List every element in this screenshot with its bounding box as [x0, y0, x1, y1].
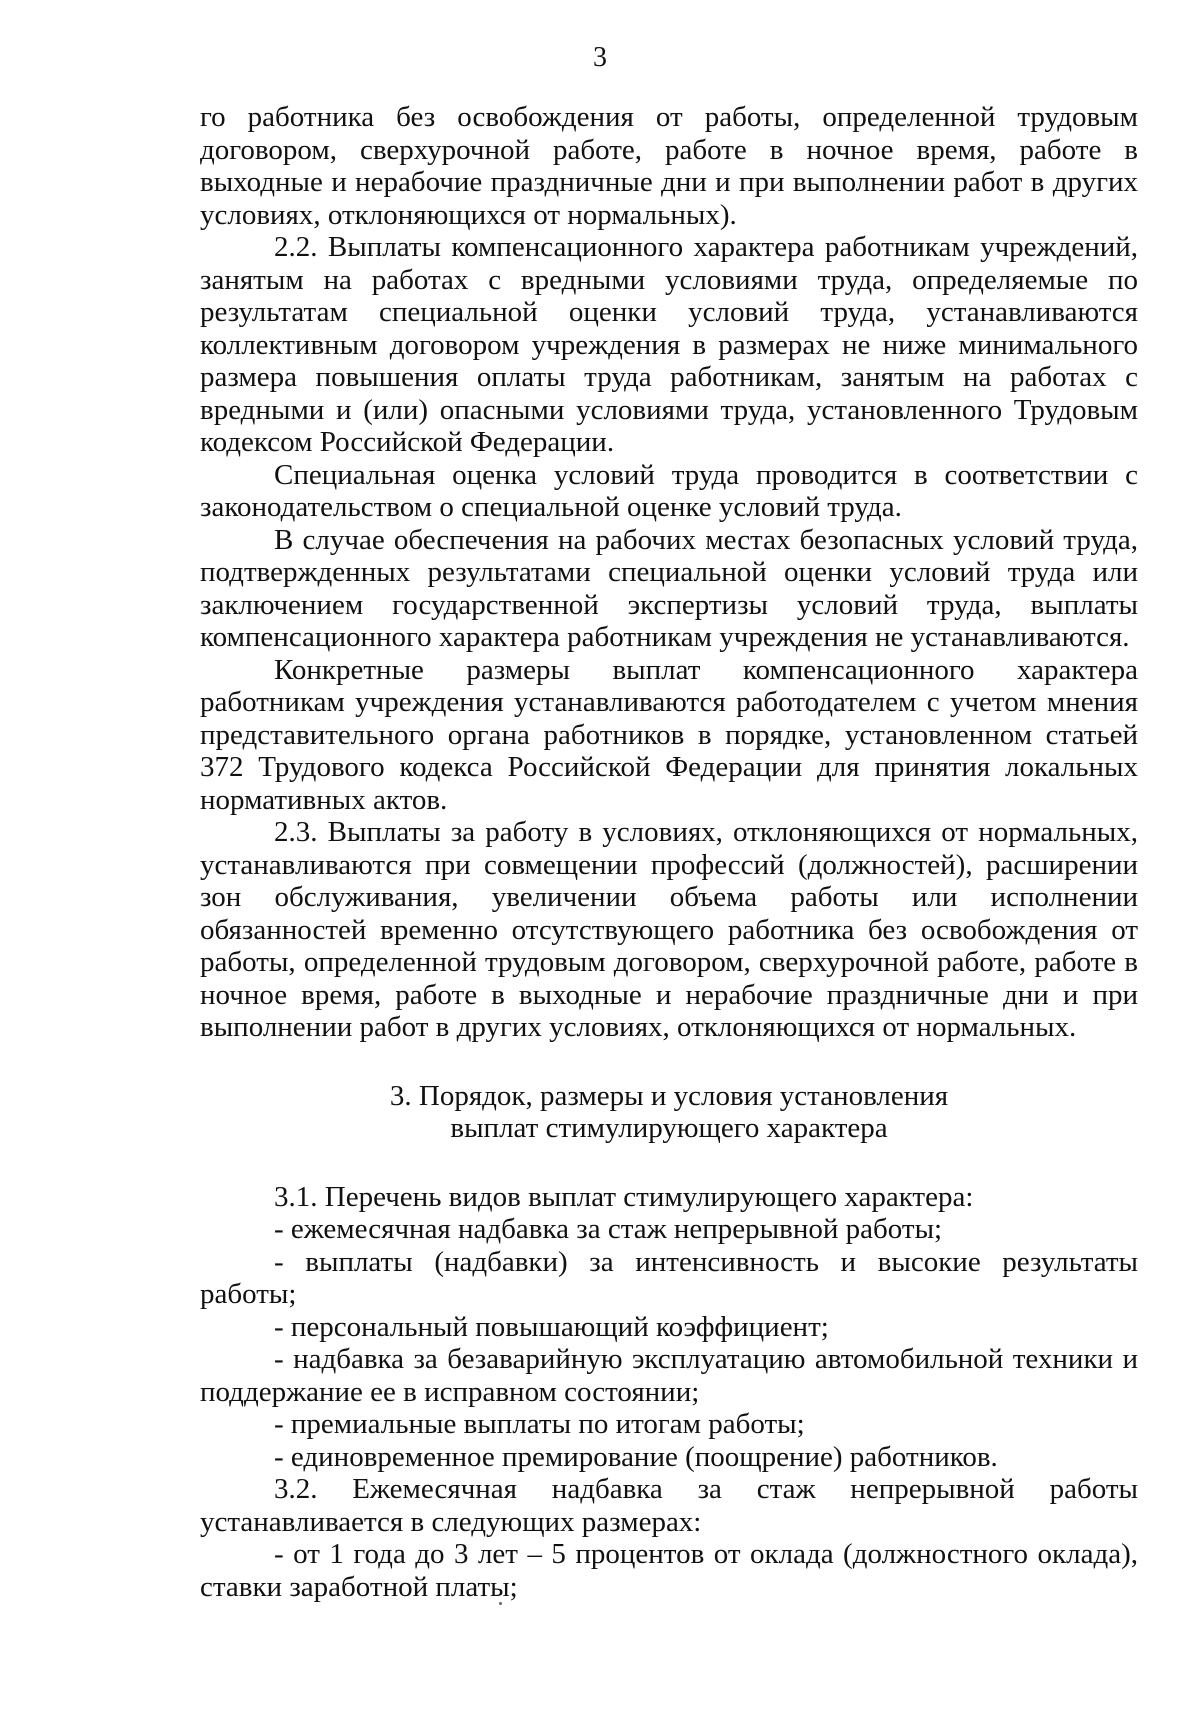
- paragraph-specific-amounts: Конкретные размеры выплат компенсационного характера работникам учреждения устанавливаются работодателем с учетом мнения представительного органа работников в порядке, установленном статьей 372 Трудового кодекса Российской Федерации для принятия локальных нормативных актов.: [200, 653, 1138, 816]
- page-number: 3: [593, 42, 607, 73]
- list-item-length-of-service: - ежемесячная надбавка за стаж непрерывной работы;: [274, 1213, 943, 1245]
- list-item-intensity-bonus: - выплаты (надбавки) за интенсивность и высокие результаты работы;: [200, 1245, 1138, 1310]
- document-body: [200, 101, 1138, 1603]
- list-item-1-to-3-years: - от 1 года до 3 лет – 5 процентов от оклада (должностного оклада), ставки заработной платы;: [200, 1538, 1138, 1603]
- paragraph-continuation: го работника без освобождения от работы, определенной трудовым договором, сверхурочной работе, работе в ночное время, работе в выходные и нерабочие праздничные дни и при выполнении работ в других условиях, отклоняющихся от нормальных).: [200, 101, 1138, 231]
- paragraph-3-2: 3.2. Ежемесячная надбавка за стаж непрерывной работы устанавливается в следующих размерах:: [200, 1473, 1138, 1538]
- paragraph-3-1: 3.1. Перечень видов выплат стимулирующего характера:: [274, 1180, 974, 1213]
- list-item-personal-coefficient: - персональный повышающий коэффициент;: [274, 1310, 829, 1343]
- scan-speck: [499, 1602, 502, 1605]
- section-heading-line-1: 3. Порядок, размеры и условия установления: [389, 1079, 949, 1112]
- paragraph-2-2: 2.2. Выплаты компенсационного характера работникам учреждений, занятым на работах с вредными условиями труда, определяемые по результатам специальной оценки условий труда, устанавливаются коллективным договором учреждения в размерах не ниже минимального размера повышения оплаты труда работникам, занятым на работах с вредными и (или) опасными условиями труда, установленного Трудовым кодексом Российской Федерации.: [200, 231, 1138, 458]
- paragraph-2-3: 2.3. Выплаты за работу в условиях, отклоняющихся от нормальных, устанавливаются при совмещении профессий (должностей), расширении зон обслуживания, увеличении объема работы или исполнении обязанностей временно отсутствующего работника без освобождения от работы, определенной трудовым договором, сверхурочной работе, работе в ночное время, работе в выходные и нерабочие праздничные дни и при выполнении работ в других условиях, отклоняющихся от нормальных.: [200, 816, 1138, 1043]
- paragraph-special-assessment: Специальная оценка условий труда проводится в соответствии с законодательством о специальной оценке условий труда.: [200, 458, 1138, 523]
- section-heading-line-2: выплат стимулирующего характера: [450, 1112, 888, 1144]
- list-item-accident-free-bonus: - надбавка за безаварийную эксплуатацию автомобильной техники и поддержание ее в исправном состоянии;: [200, 1343, 1138, 1408]
- paragraph-safe-conditions: В случае обеспечения на рабочих местах безопасных условий труда, подтвержденных результатами специальной оценки условий труда или заключением государственной экспертизы условий труда, выплаты компенсационного характера работникам учреждения не устанавливаются.: [200, 523, 1138, 653]
- section-heading: [200, 1080, 1138, 1145]
- list-item-bonus-payments: - премиальные выплаты по итогам работы;: [274, 1408, 805, 1440]
- list-item-one-time-bonus: - единовременное премирование (поощрение) работников.: [274, 1440, 998, 1473]
